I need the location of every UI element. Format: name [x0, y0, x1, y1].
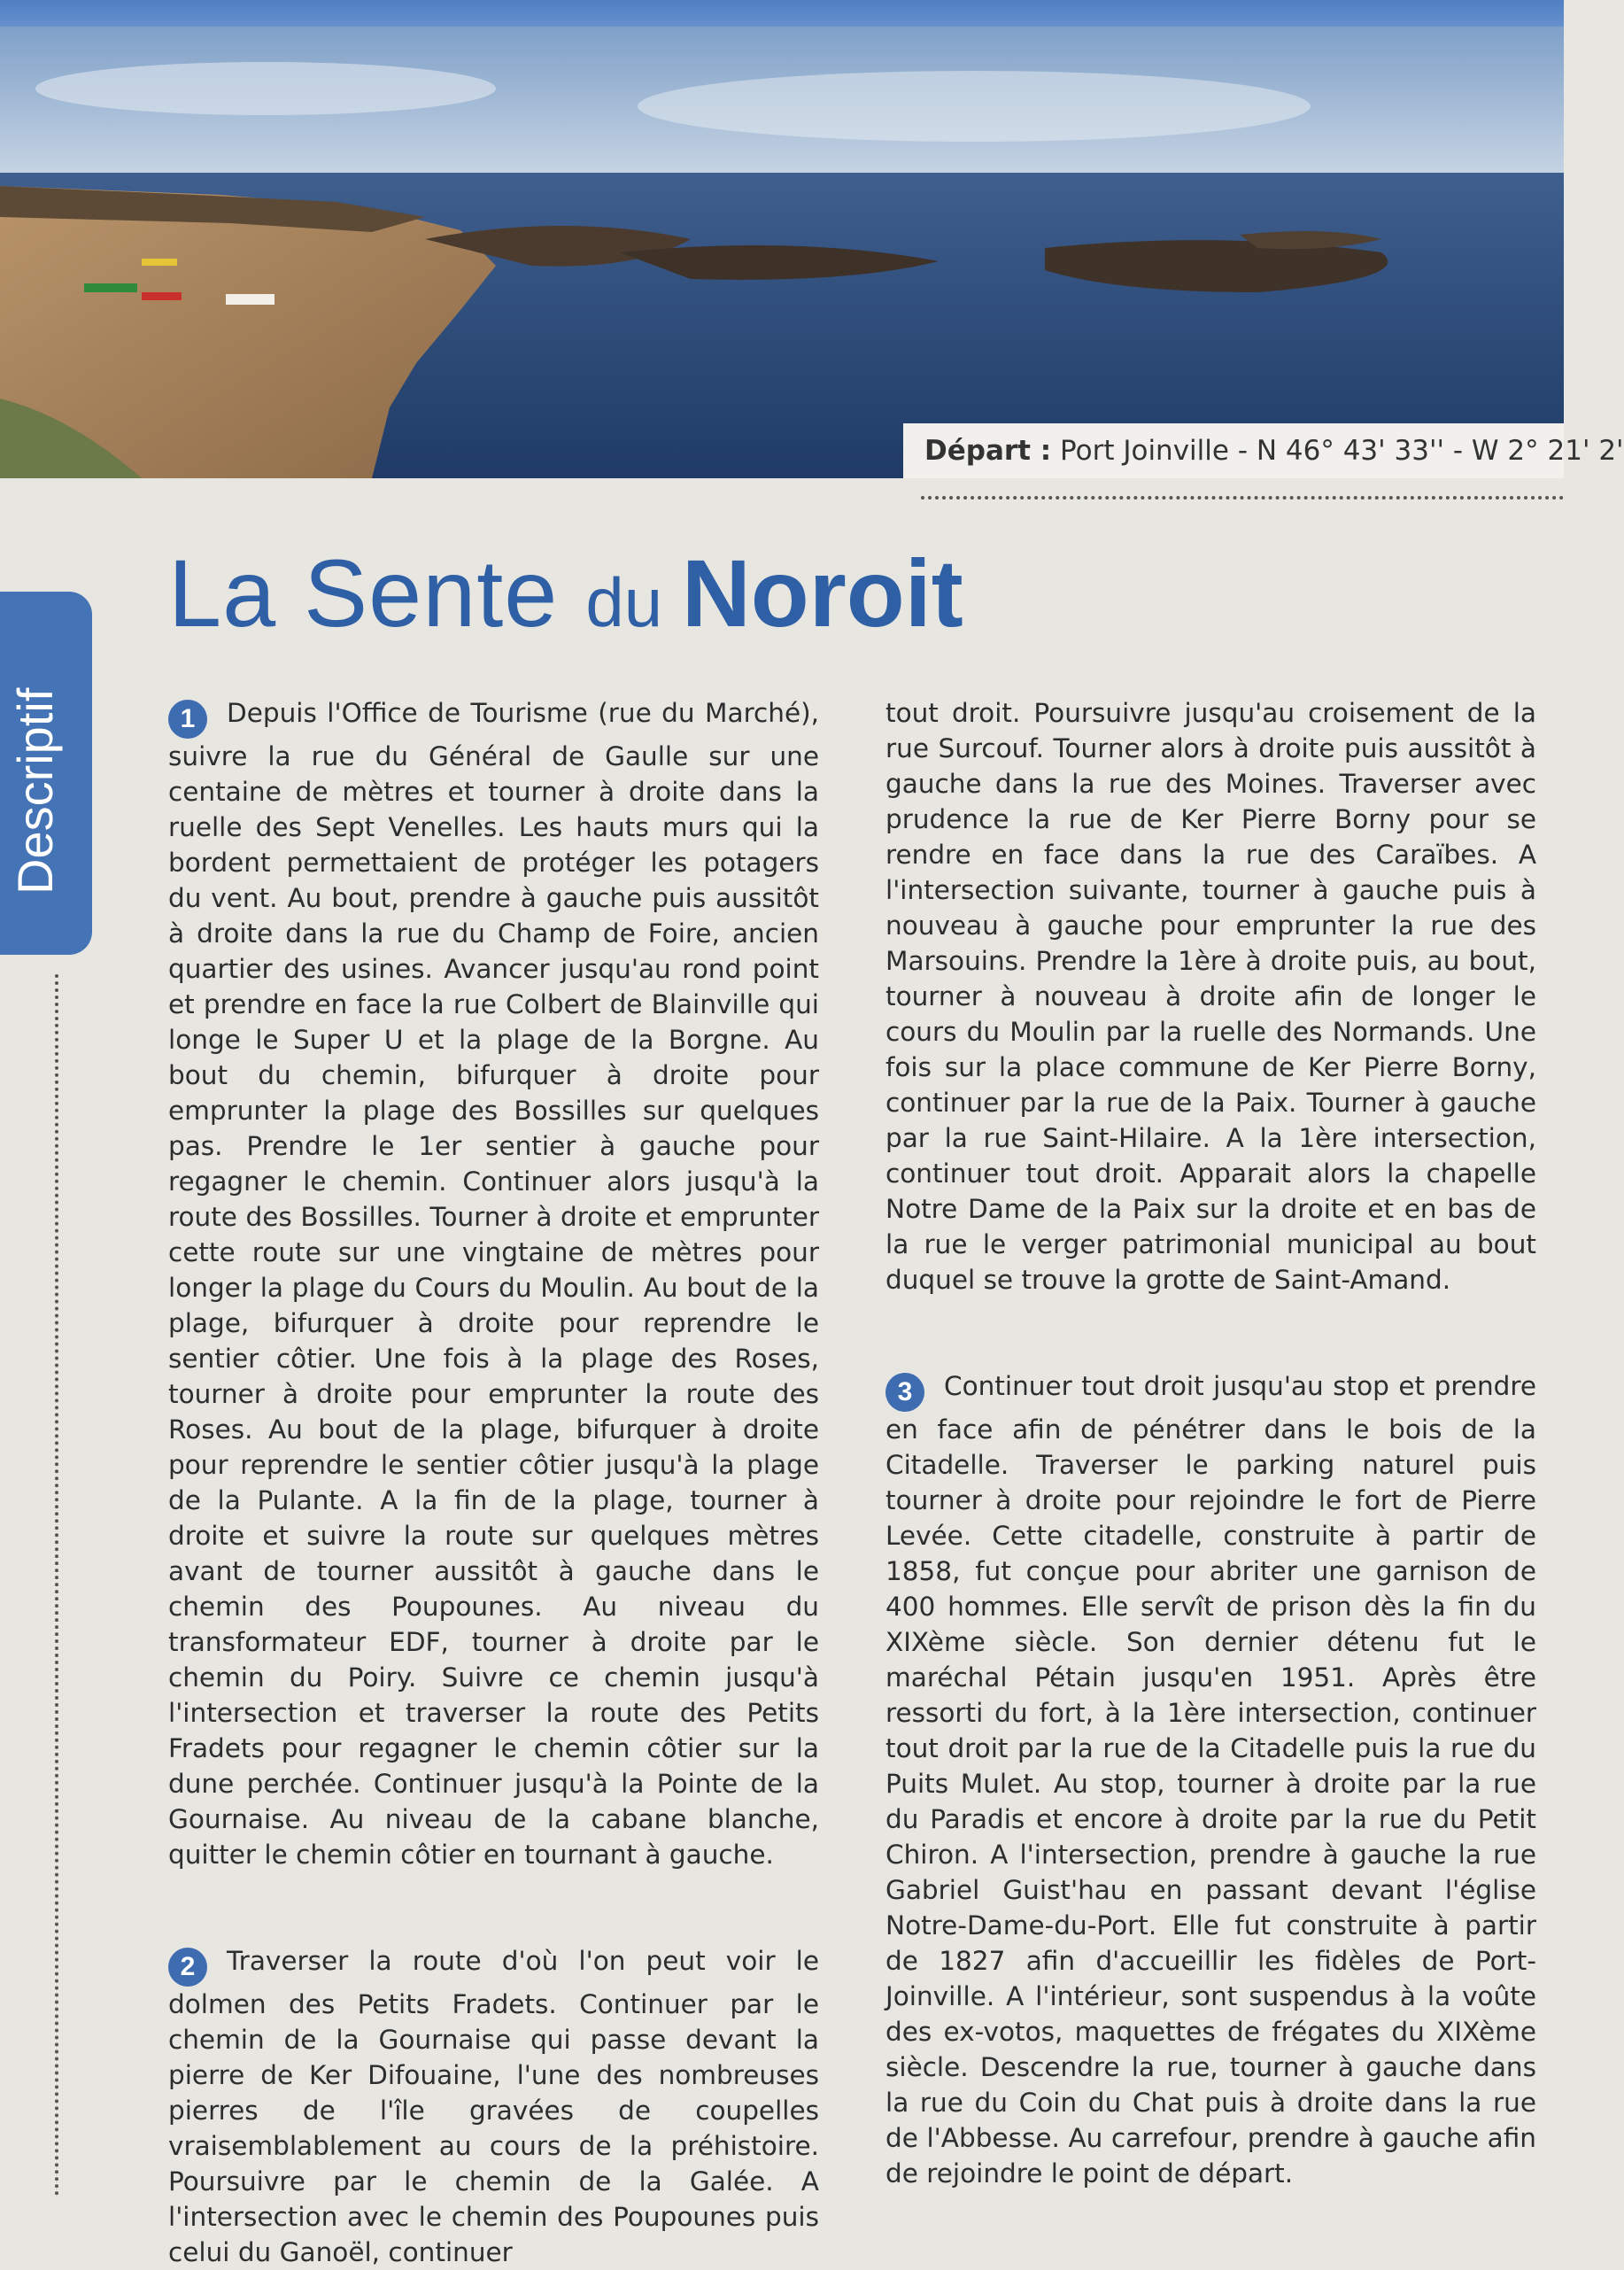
step-1-number-badge: 1 — [168, 700, 207, 739]
text-column-right — [885, 695, 1536, 2191]
title-part-2: du — [585, 563, 682, 641]
step-2-paragraph — [168, 1943, 819, 2270]
step-2-text-end: tout droit. Poursuivre jusqu'au croisement de la rue Surcouf. Tourner alors à droite puis aussitôt à gauche dans la rue des Moines. Traverser avec prudence la rue de Ker Pierre Borny pour se rendre en face dans la rue des Caraïbes. A l'intersection suivante, tourner à gauche puis à nouveau à gauche pour emprunter la rue des Marsouins. Prendre la 1ère à droite puis, au bout, tourner à nouveau à droite afin de longer le cours du Moulin par la ruelle des Normands. Une fois sur la place commune de Ker Pierre Borny, continuer par la rue de la Paix. Tourner à gauche par la rue Saint-Hilaire. A la 1ère intersection, continuer tout droit. Apparait alors la chapelle Notre Dame de la Paix sur la droite et en bas de la rue le verger patrimonial municipal au bout duquel se trouve la grotte de Saint-Amand. — [885, 698, 1536, 1295]
section-tab-label: Descriptif — [7, 687, 63, 895]
paragraph-gap — [885, 1298, 1536, 1368]
step-3-text: Continuer tout droit jusqu'au stop et prendre en face afin de pénétrer dans le bois de la Citadelle. Traverser le parking naturel puis tourner à droite pour rejoindre le fort de Pierre Levée. Cette citadelle, construite à partir de 1858, fut conçue pour abriter une garnison de 400 hommes. Elle servît de prison dès la fin du XIXème siècle. Son dernier détenu fut le maréchal Pétain jusqu'en 1951. Après être ressorti du fort, à la 1ère intersection, continuer tout droit par la rue de la Citadelle puis la rue du Puits Mulet. Au stop, tourner à droite par la rue du Paradis et encore à droite par la rue du Petit Chiron. A l'intersection, prendre à gauche la rue Gabriel Guist'hau en passant devant l'église Notre-Dame-du-Port. Elle fut construite à partir de 1827 afin d'accueillir les fidèles de Port-Joinville. A l'intérieur, sont suspendus à la voûte des ex-votos, maquettes de frégates du XIXème siècle. Descendre la rue, tourner à gauche dans la rue du Coin du Chat puis à droite dans la rue de l'Abbesse. Au carrefour, prendre à gauche afin de rejoindre le point de départ. — [885, 1371, 1536, 2189]
step-1-paragraph — [168, 695, 819, 1872]
page-title — [168, 531, 963, 655]
step-3-number-badge: 3 — [885, 1373, 924, 1412]
title-part-3: Noroit — [681, 539, 963, 647]
departure-location: Port Joinville - N 46° 43' 33'' - W 2° 21' 2' — [1060, 435, 1624, 467]
step-2-text-start: Traverser la route d'où l'on peut voir le dolmen des Petits Fradets. Continuer par le chemin de la Gournaise qui passe devant la pierre de Ker Difouaine, l'une des nombreuses pierres de l'île gravées de coupelles vraisemblablement au cours de la préhistoire. Poursuivre par le chemin de la Galée. A l'intersection avec le chemin des Poupounes puis celui du Ganoël, continuer — [168, 1946, 819, 2267]
side-dotted-line — [55, 974, 58, 2196]
dotted-divider — [921, 496, 1564, 500]
step-2-continued-paragraph — [885, 695, 1536, 1298]
paragraph-gap — [168, 1872, 819, 1943]
step-1-text: Depuis l'Office de Tourisme (rue du Marché), suivre la rue du Général de Gaulle sur une centaine de mètres et tourner à droite dans la ruelle des Sept Venelles. Les hauts murs qui la bordent permettaient de protéger les potagers du vent. Au bout, prendre à gauche puis aussitôt à droite dans la rue du Champ de Foire, ancien quartier des usines. Avancer jusqu'au rond point et prendre en face la rue Colbert de Blainville qui longe le Super U et la plage de la Borgne. Au bout du chemin, bifurquer à droite pour emprunter la plage des Bossilles sur quelques pas. Prendre le 1er sentier à gauche pour regagner le chemin. Continuer alors jusqu'à la route des Bossilles. Tourner à droite et emprunter cette route sur une vingtaine de mètres pour longer la plage du Cours du Moulin. Au bout de la plage, bifurquer à droite pour reprendre le sentier côtier. Une fois à la plage des Roses, tourner à droite pour emprunter la route des Roses. Au bout de la plage, bifurquer à droite pour reprendre le sentier côtier jusqu'à la plage de la Pulante. A la fin de la plage, tourner à droite et suivre la route sur quelques mètres avant de tourner aussitôt à gauche dans le chemin des Poupounes. Au niveau du transformateur EDF, tourner à droite par le chemin du Poiry. Suivre ce chemin jusqu'à l'intersection et traverser la route des Petits Fradets pour regagner le chemin côtier sur la dune perchée. Continuer jusqu'à la Pointe de la Gournaise. Au niveau de la cabane blanche, quitter le chemin côtier en tournant à gauche. — [168, 698, 819, 1870]
step-2-number-badge: 2 — [168, 1948, 207, 1987]
title-part-1: La Sente — [168, 539, 586, 647]
step-3-paragraph — [885, 1368, 1536, 2191]
coastline-photo — [0, 27, 1564, 478]
text-column-left — [168, 695, 819, 2270]
departure-label: Départ : — [924, 435, 1052, 467]
departure-info — [903, 423, 1624, 478]
